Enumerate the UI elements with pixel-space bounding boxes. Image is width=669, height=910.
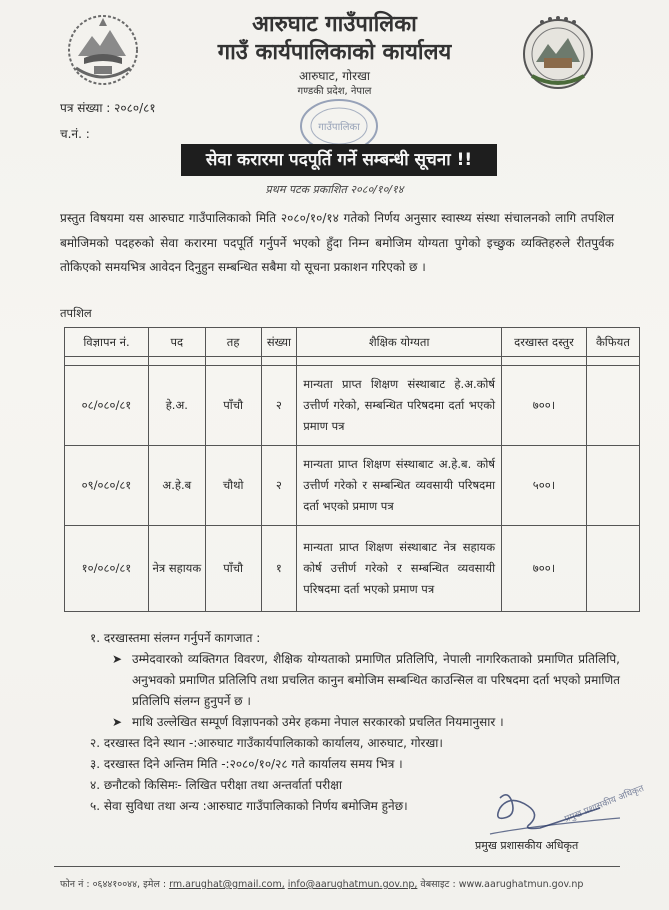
sankhya-cell: २ xyxy=(261,366,297,446)
stamp-text: गाउँपालिका xyxy=(318,122,360,133)
table-row xyxy=(65,446,640,526)
office-name-line2: गाउँ कार्यपालिकाको कार्यालय xyxy=(217,40,452,65)
municipality-logo xyxy=(518,10,598,94)
note-bullet-text: माथि उल्लेखित सम्पूर्ण विज्ञापनको उमेर हकमा नेपाल सरकारको प्रचलित नियमानुसार । xyxy=(132,715,504,729)
yogyata-cell: मान्यता प्राप्त शिक्षण संस्थाबाट हे.अ.कोर्ष उत्तीर्ण गरेको, सम्बन्धित परिषदमा दर्ता भएको प्रमाण पत्र xyxy=(297,366,502,446)
dastur-cell: ७००। xyxy=(502,526,587,612)
note-item: ४. छनौटको किसिमः- लिखित परीक्षा तथा अन्तर्वार्ता परीक्षा xyxy=(90,778,342,792)
sankhya-cell: १ xyxy=(261,526,297,612)
col-header: विज्ञापन नं. xyxy=(65,328,149,357)
dastur-cell: ७००। xyxy=(502,366,587,446)
col-header: तह xyxy=(205,328,261,357)
details-label: तपशिल xyxy=(60,306,92,320)
col-header: कैफियत xyxy=(586,328,639,357)
pad-cell: हे.अ. xyxy=(148,366,205,446)
office-address: आरुघाट, गोरखा xyxy=(298,69,370,83)
note-item: ५. सेवा सुविधा तथा अन्य :आरुघाट गाउँपालिकाको निर्णय बमोजिम हुनेछ। xyxy=(90,799,408,813)
col-header: दरखास्त दस्तुर xyxy=(502,328,587,357)
table-row xyxy=(65,526,640,612)
taha-cell: पाँचौ xyxy=(205,366,261,446)
arrow-bullet-icon: ➤ xyxy=(112,715,123,729)
note-item: ३. दरखास्त दिने अन्तिम मिति -:२०८०/१०/२८ गते कार्यालय समय भित्र । xyxy=(90,757,403,771)
dispatch-number: च.नं. : xyxy=(60,127,90,141)
footer-contact xyxy=(60,877,640,890)
note-bullet-item xyxy=(112,712,620,733)
office-name-line1: आरुघाट गाउँपालिका xyxy=(252,12,417,37)
col-header: शैक्षिक योग्यता xyxy=(297,328,502,357)
vigyapan-cell: ०८/०८०/८१ xyxy=(65,366,149,446)
table-header-row xyxy=(65,328,640,357)
dastur-cell: ५००। xyxy=(502,446,587,526)
notice-paragraph: प्रस्तुत विषयमा यस आरुघाट गाउँपालिकाको मिति २०८०/१०/१४ गतेको निर्णय अनुसार स्वास्थ्य संस्था संचालनको लागि तपशिल बमोजिमको पदहरुको सेवा करारमा पदपूर्ति गर्नुपर्ने भएको हुँदा निम्न बमोजिम योग्यता पुगेको इच्छुक व्यक्तिहरुले रीतपुर्वक तोकिएको समयभित्र आवेदन दिनुहुन सम्बन्धित सबैमा यो सूचना प्रकाशन गरिएको छ । xyxy=(60,211,614,274)
table-row xyxy=(65,366,640,446)
notice-title: सेवा करारमा पदपूर्ति गर्ने सम्बन्धी सूचना !! xyxy=(181,144,497,176)
taha-cell: पाँचौ xyxy=(205,526,261,612)
vigyapan-cell: १०/०८०/८१ xyxy=(65,526,149,612)
note-item: १. दरखास्तमा संलग्न गर्नुपर्ने कागजात : xyxy=(90,631,261,645)
publication-date: प्रथम पटक प्रकाशित २०८०/१०/१४ xyxy=(265,183,404,196)
vacancy-table xyxy=(64,327,640,612)
vigyapan-cell: ०९/०८०/८१ xyxy=(65,446,149,526)
footer-web-label: वेबसाइट : xyxy=(420,879,456,890)
footer-email-label: इमेल : xyxy=(143,879,167,890)
footer-website-link[interactable]: www.aarughatmun.gov.np xyxy=(458,879,584,890)
col-header: संख्या xyxy=(261,328,297,357)
pad-cell: नेत्र सहायक xyxy=(148,526,205,612)
note-bullet-text: उम्मेदवारको व्यक्तिगत विवरण, शैक्षिक योग्यताको प्रमाणित प्रतिलिपि, नेपाली नागरिकताको प्रमाणित प्रतिलिपि, अनुभवको प्रमाणित प्रतिलिपि तथा प्रचलित कानुन बमोजिम सम्बन्धित काउन्सिल वा परिषदमा दर्ता भएको प्रमाणित प्रतिलिपि संलग्न हुनुपर्ने छ । xyxy=(132,652,620,708)
table-spacer-row xyxy=(65,357,640,366)
office-province: गण्डकी प्रदेश, नेपाल xyxy=(297,86,372,97)
yogyata-cell: मान्यता प्राप्त शिक्षण संस्थाबाट नेत्र सहायक कोर्ष उत्तीर्ण गरेको र सम्बन्धित व्यवसायी परिषदमा दर्ता भएको प्रमाण पत्र xyxy=(297,526,502,612)
pad-cell: अ.हे.ब xyxy=(148,446,205,526)
kaifiyat-cell xyxy=(586,526,639,612)
signatory-title: प्रमुख प्रशासकीय अधिकृत xyxy=(475,839,579,852)
arrow-bullet-icon: ➤ xyxy=(112,652,123,666)
kaifiyat-cell xyxy=(586,366,639,446)
svg-text:प्रमुख प्रशासकीय अधिकृत: प्रमुख प्रशासकीय अधिकृत xyxy=(563,783,646,825)
taha-cell: चौथो xyxy=(205,446,261,526)
footer-email-link[interactable]: rm.arughat@gmail.com, xyxy=(169,879,285,890)
letter-number: पत्र संख्या : २०८०/८१ xyxy=(60,101,156,115)
footer-email-link[interactable]: info@aarughatmun.gov.np, xyxy=(287,879,418,890)
kaifiyat-cell xyxy=(586,446,639,526)
footer-divider xyxy=(54,866,620,867)
sankhya-cell: २ xyxy=(261,446,297,526)
col-header: पद xyxy=(148,328,205,357)
yogyata-cell: मान्यता प्राप्त शिक्षण संस्थाबाट अ.हे.ब. कोर्ष उत्तीर्ण गरेको र सम्बन्धित व्यवसायी परिषदमा दर्ता भएको प्रमाण पत्र xyxy=(297,446,502,526)
note-item: २. दरखास्त दिने स्थान -:आरुघाट गाउँकार्यपालिकाको कार्यालय, आरुघाट, गोरखा। xyxy=(90,736,443,750)
footer-phone: फोन नं : ०६४४१००४४, xyxy=(60,879,141,890)
note-bullet-item xyxy=(112,649,620,712)
